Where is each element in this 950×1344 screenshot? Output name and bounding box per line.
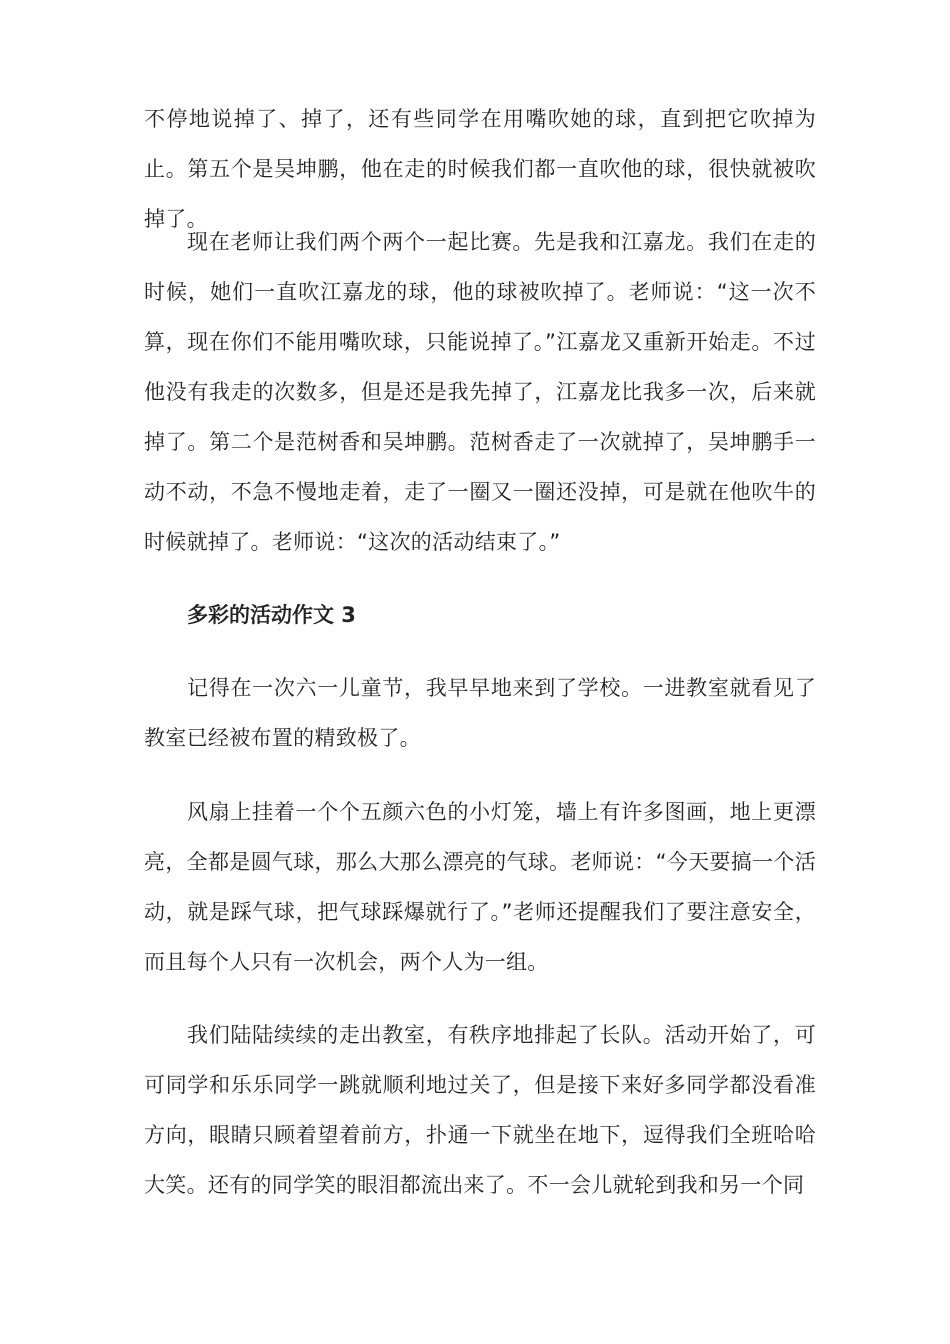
paragraph-classroom-decoration: 风扇上挂着一个个五颜六色的小灯笼，墙上有许多图画，地上更漂亮，全都是圆气球，那么大那么漂亮的气球。老师说：“今天要搞一个活动，就是踩气球，把气球踩爆就行了。”老师还提醒我们了要注意安全，而且每个人只有一次机会，两个人为一组。 [144,800,816,974]
paragraph-childrens-day: 记得在一次六一儿童节，我早早地来到了学校。一进教室就看见了教室已经被布置的精致极了。 [144,676,816,750]
paragraph-continuation: 不停地说掉了、掉了，还有些同学在用嘴吹她的球，直到把它吹掉为止。第五个是吴坤鹏，他在走的时候我们都一直吹他的球，很快就被吹掉了。 [144,107,816,231]
paragraph-competition: 现在老师让我们两个两个一起比赛。先是我和江嘉龙。我们在走的时候，她们一直吹江嘉龙的球，他的球被吹掉了。老师说：“这一次不算，现在你们不能用嘴吹球，只能说掉了。”江嘉龙又重新开始走。不过他没有我走的次数多，但是还是我先掉了，江嘉龙比我多一次，后来就掉了。第二个是范树香和吴坤鹏。范树香走了一次就掉了，吴坤鹏手一动不动，不急不慢地走着，走了一圈又一圈还没掉，可是就在他吹牛的时候就掉了。老师说：“这次的活动结束了。” [144,230,816,554]
section-heading: 多彩的活动作文 3 [187,603,356,627]
paragraph-activity-start: 我们陆陆续续的走出教室，有秩序地排起了长队。活动开始了，可可同学和乐乐同学一跳就顺利地过关了，但是接下来好多同学都没看准方向，眼睛只顾着望着前方，扑通一下就坐在地下，逗得我们全班哈哈大笑。还有的同学笑的眼泪都流出来了。不一会儿就轮到我和另一个同 [144,1023,816,1197]
